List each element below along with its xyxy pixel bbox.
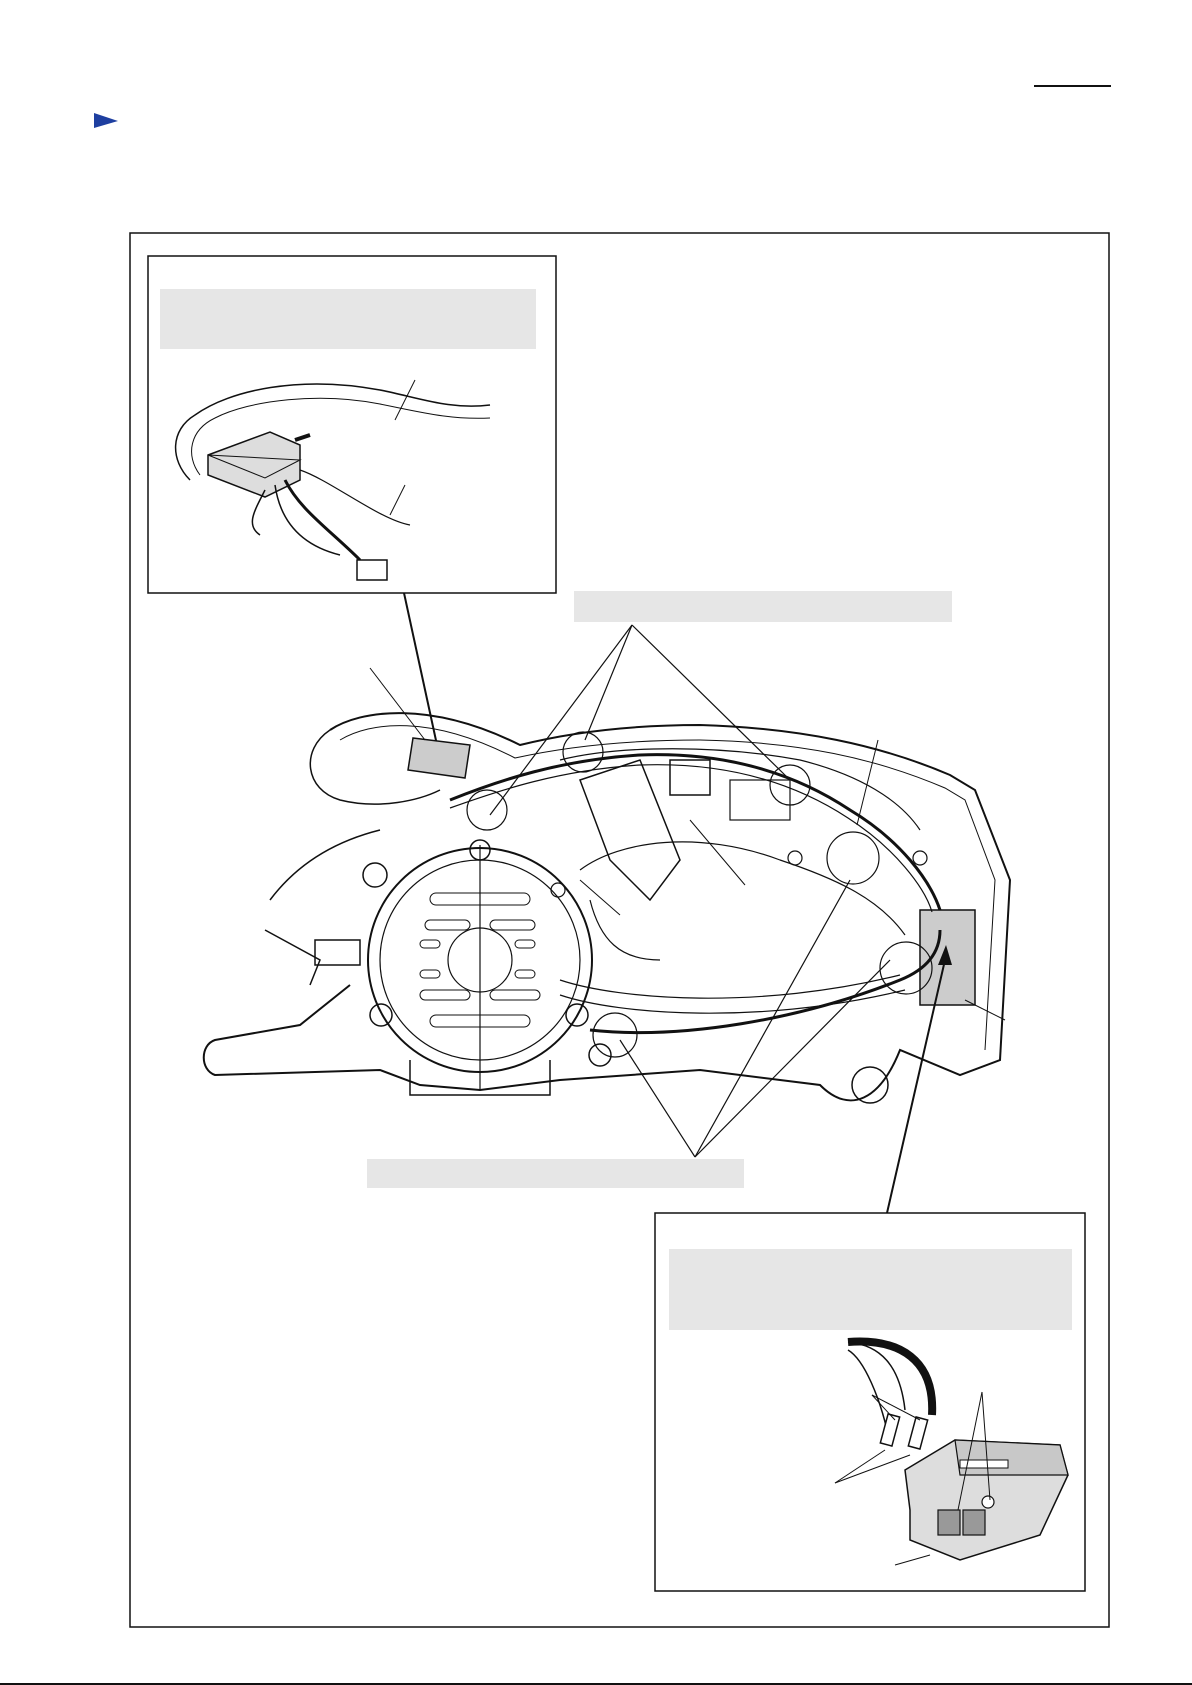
main-housing-drawing [204,668,1010,1103]
inset-top-left-caption-text [160,289,536,349]
lower-callout-text [367,1159,744,1188]
connector-plug [357,560,387,580]
inset-bottom-right-caption-text [669,1249,1072,1330]
upper-callout-text [574,591,952,622]
triangle-bullet-icon [94,113,118,128]
